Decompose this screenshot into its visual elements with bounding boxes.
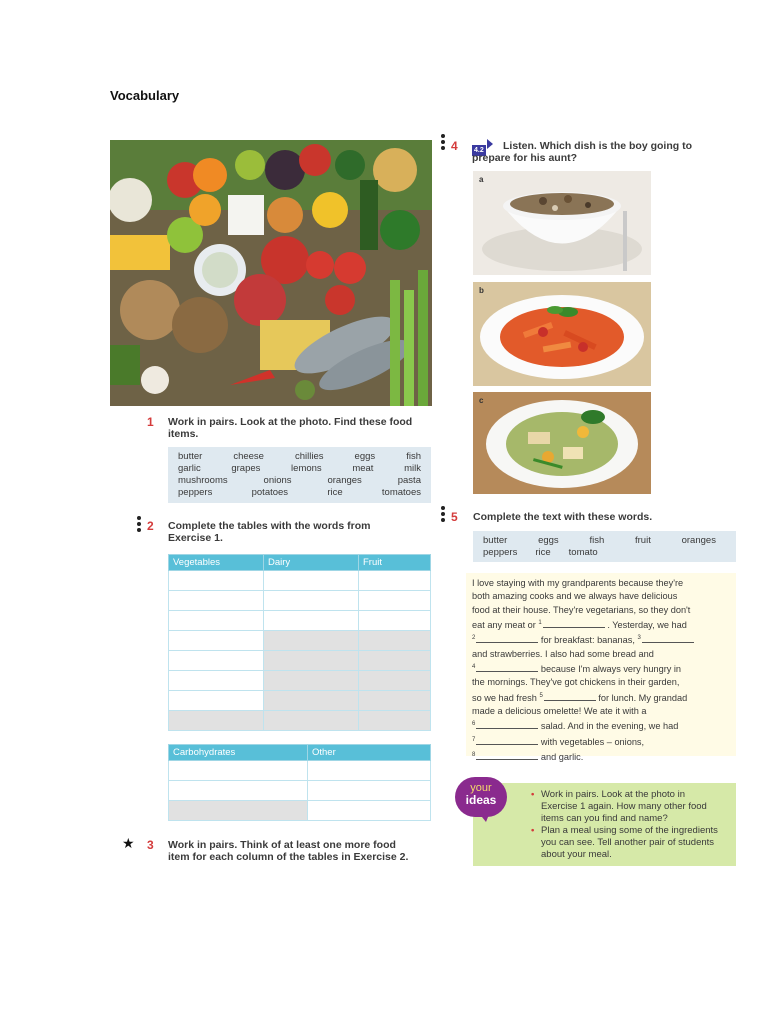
word: oranges [327, 475, 362, 486]
exercise-3-number: 3 [147, 838, 154, 852]
text-line [472, 734, 730, 749]
text-fragment: so we had fresh [472, 692, 537, 703]
table-cell [169, 801, 308, 821]
word: eggs [354, 451, 376, 462]
word: fruit [635, 535, 651, 546]
table-cell [359, 711, 431, 731]
text-fragment: for breakfast: bananas, [540, 635, 635, 646]
word-row [483, 547, 716, 559]
idea-item-1 [541, 789, 728, 825]
exercise-1-word-box [168, 447, 431, 503]
exercise-1-number: 1 [147, 415, 154, 429]
gap-6-blank[interactable] [476, 720, 538, 729]
dots-icon [441, 134, 445, 152]
header-fruit: Fruit [359, 555, 431, 571]
word-row [483, 535, 716, 547]
play-icon [487, 139, 493, 149]
exercise-4-number: 4 [451, 139, 458, 153]
word: peppers [178, 487, 213, 498]
word: potatoes [251, 487, 289, 498]
table-cell[interactable] [169, 671, 264, 691]
table-cell [359, 671, 431, 691]
food-photo [110, 140, 432, 406]
text-line [472, 617, 730, 632]
table-cell[interactable] [169, 591, 264, 611]
text-line: food at their house. They're vegetarians, so they don't [472, 604, 691, 615]
text-fragment: eat any meat or [472, 619, 536, 630]
exercise-5-instructions: Complete the text with these words. [473, 511, 653, 523]
header-carbohydrates: Carbohydrates [169, 745, 308, 761]
table-cell [169, 711, 264, 731]
word: rice [327, 487, 343, 498]
word: oranges [681, 535, 716, 546]
text-fragment: for lunch. My grandad [598, 692, 688, 703]
food-table-1 [168, 554, 431, 731]
word: butter [483, 535, 508, 546]
exercise-4-line-1: Listen. Which dish is the boy going to [503, 140, 692, 152]
table-cell[interactable] [308, 761, 431, 781]
exercise-5-number: 5 [451, 510, 458, 524]
word: eggs [538, 535, 559, 546]
food-table-2 [168, 744, 431, 821]
word-row [178, 451, 421, 463]
word: chillies [295, 451, 324, 462]
table-cell[interactable] [359, 571, 431, 591]
table-cell[interactable] [169, 781, 308, 801]
gap-8-blank[interactable] [476, 751, 538, 760]
word: grapes [231, 463, 261, 474]
word: fish [406, 451, 421, 462]
word: cheese [233, 451, 264, 462]
text-line: both amazing cooks and we always have delicious [472, 591, 678, 602]
word: lemons [291, 463, 322, 474]
table-cell[interactable] [169, 611, 264, 631]
exercise-1-line-1: Work in pairs. Look at the photo. Find these food [168, 416, 413, 428]
idea-line: Exercise 1 again. How many other food [541, 801, 707, 812]
idea-item-2 [541, 825, 728, 861]
exercise-3-line-2: item for each column of the tables in Exercise 2. [168, 851, 409, 863]
text-fragment: with vegetables – onions, [540, 736, 645, 747]
word-row [178, 475, 421, 487]
word: milk [404, 463, 421, 474]
word: tomatoes [381, 487, 421, 498]
header-other: Other [308, 745, 431, 761]
exercise-3-instructions [168, 839, 408, 863]
gap-number: 8 [472, 751, 476, 758]
text-line [472, 749, 730, 764]
dish-label-c: c [479, 396, 484, 405]
your-ideas-box [473, 783, 736, 866]
table-cell [359, 651, 431, 671]
table-cell[interactable] [359, 591, 431, 611]
header-dairy: Dairy [264, 555, 359, 571]
word: meat [352, 463, 374, 474]
table-cell[interactable] [264, 611, 359, 631]
exercise-2-number: 2 [147, 519, 154, 533]
table-cell[interactable] [169, 571, 264, 591]
table-cell[interactable] [308, 801, 431, 821]
text-line [472, 690, 730, 705]
word: fish [589, 535, 605, 546]
gap-2-blank[interactable] [476, 634, 538, 643]
gap-7-blank[interactable] [476, 736, 538, 745]
gap-number: 1 [538, 619, 542, 626]
table-cell [359, 691, 431, 711]
word: rice [535, 547, 551, 558]
word: butter [178, 451, 203, 462]
text-line: I love staying with my grandparents because they're [472, 578, 684, 588]
text-fragment: . Yesterday, we had [607, 619, 687, 630]
text-line [472, 632, 730, 647]
word: mushrooms [178, 475, 228, 486]
table-cell[interactable] [169, 761, 308, 781]
page-heading: Vocabulary [110, 88, 180, 103]
gap-number: 7 [472, 736, 476, 743]
dots-icon [137, 516, 141, 534]
track-number: 4.2 [474, 147, 484, 154]
gap-number: 5 [539, 692, 543, 699]
exercise-5-text [466, 573, 736, 762]
dish-photo-b[interactable] [473, 282, 651, 386]
dish-photo-c[interactable] [473, 392, 651, 494]
gap-4-blank[interactable] [476, 663, 538, 672]
speech-bubble-tail [478, 812, 490, 822]
gap-1-blank[interactable] [543, 619, 605, 628]
gap-number: 3 [637, 635, 641, 642]
dish-label-b: b [479, 286, 484, 295]
exercise-4-line-2: prepare for his aunt? [472, 152, 578, 164]
word-row [178, 463, 421, 475]
table-cell [264, 711, 359, 731]
table-cell [264, 631, 359, 651]
word: garlic [178, 463, 201, 474]
text-line: the mornings. They've got chickens in their garden, [472, 677, 680, 688]
text-line [472, 661, 730, 676]
idea-line: • Work in pairs. Look at the photo in [541, 789, 685, 800]
your-ideas-badge [455, 777, 507, 817]
gap-number: 4 [472, 663, 476, 670]
gap-5-blank[interactable] [544, 692, 596, 701]
table-cell [264, 671, 359, 691]
dots-icon [441, 506, 445, 524]
table-cell[interactable] [169, 691, 264, 711]
text-fragment: because I'm always very hungry in [540, 663, 682, 674]
idea-line: about your meal. [541, 849, 612, 860]
text-fragment: salad. And in the evening, we had [540, 721, 679, 732]
idea-line: • Plan a meal using some of the ingredients [541, 825, 718, 836]
gap-number: 2 [472, 635, 476, 642]
table-cell [359, 631, 431, 651]
exercise-1-instructions [168, 416, 412, 440]
badge-word-your: your [470, 782, 492, 794]
star-icon: ★ [122, 835, 135, 851]
gap-number: 6 [472, 721, 476, 728]
header-vegetables: Vegetables [169, 555, 264, 571]
table-cell[interactable] [169, 631, 264, 651]
exercise-2-line-2: Exercise 1. [168, 532, 223, 544]
gap-3-blank[interactable] [642, 634, 694, 643]
table-cell [264, 651, 359, 671]
idea-line: you can see. Tell another pair of students [541, 837, 715, 848]
word: onions [263, 475, 292, 486]
text-line [472, 718, 730, 733]
idea-line: items can you find and name? [541, 813, 668, 824]
table-cell[interactable] [169, 651, 264, 671]
exercise-3-line-1: Work in pairs. Think of at least one more food [168, 839, 396, 851]
word: tomato [568, 547, 598, 558]
text-fragment: and garlic. [540, 752, 584, 762]
dish-photo-a[interactable] [473, 171, 651, 275]
word: peppers [483, 547, 518, 558]
audio-track-badge[interactable] [472, 139, 500, 154]
dish-label-a: a [479, 175, 484, 184]
exercise-5-word-box [473, 531, 736, 562]
word: pasta [397, 475, 421, 486]
table-cell [264, 691, 359, 711]
text-line: made a delicious omelette! We ate it with a [472, 705, 647, 716]
table-cell[interactable] [264, 591, 359, 611]
exercise-1-line-2: items. [168, 428, 199, 440]
table-cell[interactable] [264, 571, 359, 591]
word-row [178, 487, 421, 499]
text-line: and strawberries. I also had some bread and [472, 648, 654, 659]
badge-word-ideas: ideas [465, 793, 497, 807]
table-cell[interactable] [308, 781, 431, 801]
exercise-2-line-1: Complete the tables with the words from [168, 520, 371, 532]
exercise-2-instructions [168, 520, 370, 544]
table-cell[interactable] [359, 611, 431, 631]
